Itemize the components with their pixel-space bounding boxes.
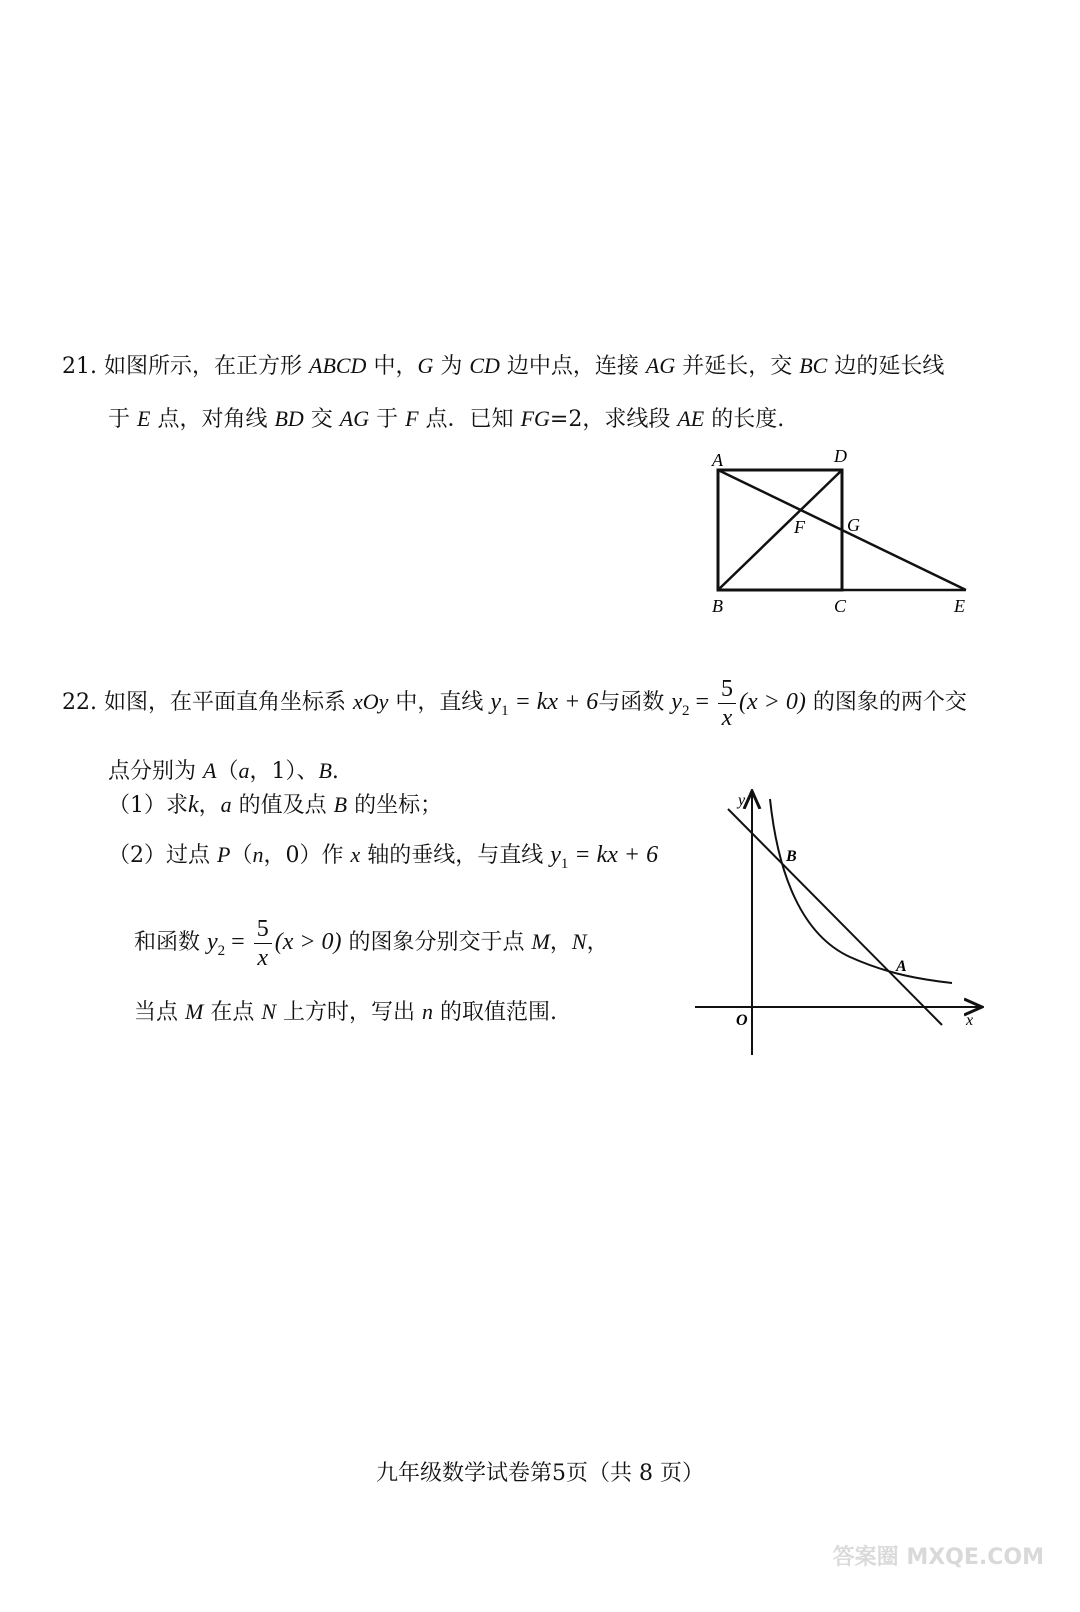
q22-part2: （2）过点 P（n，0）作 x 轴的垂线，与直线 $y_1$ = kx + 6: [108, 842, 659, 872]
diagonal-bd: [718, 470, 842, 590]
q21-number: 21.: [62, 354, 97, 379]
line-y1: [728, 809, 942, 1025]
label-a: A: [712, 450, 723, 470]
label-origin: O: [736, 1012, 748, 1029]
label-b: B: [712, 596, 723, 616]
q21-line2: 于 E 点，对角线 BD 交 AG 于 F 点．已知 FG=2，求线段 AE 的长度.: [108, 406, 785, 432]
fraction-5-over-x-2: $\frac{5}{x}$: [254, 915, 272, 972]
label-f: F: [794, 517, 805, 537]
label-b: B: [786, 848, 797, 865]
label-e: E: [954, 596, 965, 616]
label-d: D: [834, 446, 847, 466]
curve-y2: [770, 799, 952, 983]
q22-part2-end: 当点 M 在点 N 上方时，写出 n 的取值范围.: [134, 999, 558, 1025]
label-g: G: [847, 515, 860, 535]
label-y: y: [738, 792, 746, 809]
q22-graph: [690, 785, 990, 1065]
q21-square-figure: [700, 440, 990, 625]
q22-part2-cont: 和函数 $y_2$ = $\frac{5}{x}$ (x > 0) 的图象分别交于点 M，N，: [134, 915, 609, 971]
q21-line1: 21. 如图所示，在正方形 ABCD 中，G 为 CD 边中点，连接 AG 并延长，交 BC 边的延长线: [62, 353, 945, 379]
q22-line1: 22. 如图，在平面直角坐标系 xOy 中，直线 $y_1$ = kx + 6与函数 $y_2$ = $\frac{5}{x}$ (x > 0) 的图象的两个交: [62, 675, 967, 731]
watermark: 答案圈 MXQE.COM: [832, 1545, 1044, 1570]
label-a: A: [896, 958, 907, 975]
q22-part1: （1）求k，a 的值及点 B 的坐标；: [108, 792, 443, 818]
q22-line2: 点分别为 A（a，1）、B.: [108, 758, 339, 784]
q22-number: 22.: [62, 690, 97, 715]
label-c: C: [834, 596, 847, 616]
page-footer: 九年级数学试卷第5页（共 8 页）: [376, 1461, 704, 1486]
fraction-5-over-x: $\frac{5}{x}$: [718, 675, 736, 732]
label-x: x: [966, 1012, 974, 1029]
